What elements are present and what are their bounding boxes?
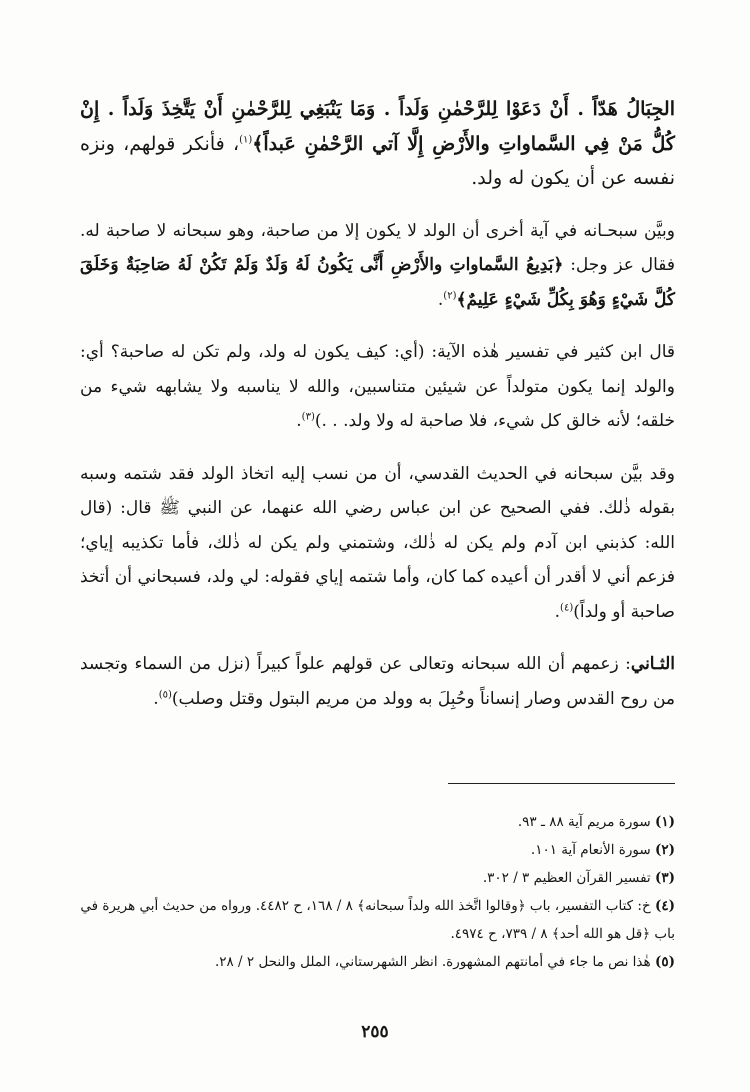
footnote-item: [80, 864, 675, 892]
paragraph-2-end: .: [437, 289, 444, 310]
quran-close-bracket: ﴾: [252, 132, 264, 155]
paragraph-5-lead: الثـاني: [630, 654, 675, 674]
paragraph-3: [80, 335, 675, 439]
quran-open-bracket: ﴿: [553, 255, 564, 275]
footnote-ref-2[interactable]: (٢): [443, 289, 457, 301]
footnote-item: [80, 836, 675, 864]
paragraph-5-end: .: [153, 688, 159, 709]
footnote-text: خ: كتاب التفسير، باب ﴿وقالوا اتَّخذ الله ولداً سبحانه﴾ ٨ / ١٦٨، ح ٤٤٨٢. ورواه من حديث أبي هريرة في باب ﴿قل هو الله أحد﴾ ٨ / ٧٣٩، ح ٤٩٧٤.: [80, 898, 675, 942]
footnote-number: (٤): [654, 898, 675, 914]
footnotes-list: [80, 808, 675, 976]
paragraph-4-end: .: [554, 601, 561, 622]
paragraph-3-end: .: [296, 411, 302, 431]
footnote-item: [80, 948, 675, 976]
footnote-number: (٥): [654, 954, 675, 970]
footnote-ref-5[interactable]: (٥): [158, 688, 172, 700]
footnote-ref-3[interactable]: (٣): [301, 411, 315, 423]
paragraph-1: [80, 92, 675, 196]
paragraph-4-text: وقد بيَّن سبحانه في الحديث القدسي، أن من نسب إليه اتخاذ الولد فقد شتمه وسبه بقوله ذٰلك. ففي الصحيح عن ابن عباس رضي الله عنهما، عن النبي ﷺ قال: (قال الله: كذبني ابن آدم ولم يكن له ذٰلك، وشتمني ولم يكن له ذٰلك، فأما تكذيبه إياي؛ فزعم أني لا أقدر أن أعيده كما كان، وأما شتمه إياي فقوله: لي ولد، فسبحاني أن أتخذ صاحبة أو ولداً): [80, 463, 675, 622]
paragraph-5: [80, 647, 675, 716]
footnote-text: تفسير القرآن العظيم ٣ / ٣٠٢.: [482, 870, 651, 886]
footnote-number: (١): [654, 814, 675, 830]
footnote-number: (٣): [654, 870, 675, 886]
quran-close-bracket: ﴾: [456, 289, 467, 310]
footnote-ref-1[interactable]: (١): [239, 134, 253, 146]
footnote-text: هٰذا نص ما جاء في أمانتهم المشهورة. انظر الشهرستاني، الملل والنحل ٢ / ٢٨.: [214, 954, 651, 970]
quran-verse-maryam: الجِبَالُ هَدّاً . أَنْ دَعَوْا لِلرَّحْمٰنِ وَلَداً . وَمَا يَنْبَغِي لِلرَّحْمٰنِ أَنْ يَتَّخِذَ وَلَداً . إِنْ كُلُّ مَنْ فِي السَّماواتِ والأَرْضِ إِلَّا آتي الرَّحْمٰنِ عَبداً: [80, 98, 675, 155]
paragraph-4: [80, 457, 675, 630]
page-number: ٢٥٥: [361, 1022, 389, 1042]
footnote-ref-4[interactable]: (٤): [560, 601, 574, 613]
footnote-text: سورة مريم آية ٨٨ ـ ٩٣.: [517, 814, 651, 830]
paragraph-5-text: : زعمهم أن الله سبحانه وتعالى عن قولهم علواً كبيراً (نزل من السماء وتجسد من روح القدس وصار إنساناً وحُبِلَ به وولد من مريم البتول وقتل وصلب): [80, 654, 675, 709]
footnote-item: [80, 892, 675, 948]
quran-verse-anam: بَدِيعُ السَّماواتِ والأَرْضِ أَنَّى يَكُونُ لَهُ وَلَدٌ وَلَمْ تَكُنْ لَهُ صَاحِبَةٌ وَخَلَقَ كُلَّ شَيْءٍ وَهُوَ بِكُلِّ شَيْءٍ عَلِيمٌ: [80, 255, 675, 310]
footnote-item: [80, 808, 675, 836]
footnote-divider: [448, 783, 675, 784]
main-text: [80, 92, 675, 734]
footnote-number: (٢): [654, 842, 675, 858]
footnote-text: سورة الأنعام آية ١٠١.: [530, 842, 651, 858]
paragraph-2: [80, 214, 675, 318]
paragraph-3-text: قال ابن كثير في تفسير هٰذه الآية: (أي: كيف يكون له ولد، ولم تكن له صاحبة؟ أي: والولد إنما يكون متولداً عن شيئين متناسبين، والله لا يناسبه ولا يشابهه شيء من خلقه؛ لأنه خالق كل شيء، فلا صاحبة له ولا ولد. . .): [80, 342, 675, 431]
paragraph-2-text: وبيَّن سبحـانه في آية أخرى أن الولد لا يكون إلا من صاحبة، وهو سبحانه لا صاحبة له. فقال عز وجل:: [80, 220, 676, 275]
paragraph-1-text: ، فأنكر قولهم، ونزه نفسه عن أن يكون له ولد.: [80, 132, 675, 189]
